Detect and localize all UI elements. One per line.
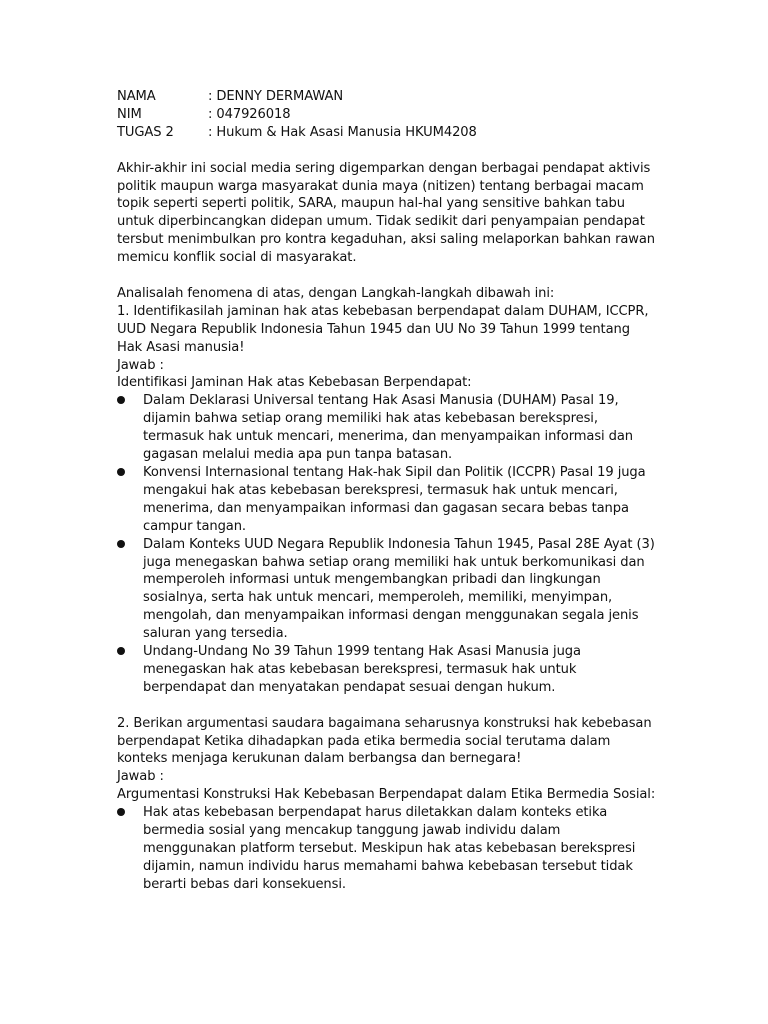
document-body (117, 88, 657, 894)
answer-1-list (117, 392, 657, 696)
name-row (117, 88, 657, 106)
spacer (117, 142, 657, 160)
spacer (117, 697, 657, 715)
answer-2-label: Jawab : (117, 769, 164, 785)
task-row (117, 124, 657, 142)
bullet-icon (117, 468, 125, 476)
answer-1-label: Jawab : (117, 357, 164, 373)
answer-2-list (117, 804, 657, 894)
answer-1-heading: Identifikasi Jaminan Hak atas Kebebasan Berpendapat: (117, 375, 472, 391)
nim-row (117, 106, 657, 124)
list-item-text: Dalam Deklarasi Universal tentang Hak Asasi Manusia (DUHAM) Pasal 19, dijamin bahwa setiap orang memiliki hak atas kebebasan berekspresi, termasuk hak untuk mencari, menerima, dan menyampaikan informasi dan gagasan melalui media apa pun tanpa batasan. (143, 393, 633, 463)
list-item-text: Konvensi Internasional tentang Hak-hak Sipil dan Politik (ICCPR) Pasal 19 juga mengakui hak atas kebebasan berekspresi, termasuk hak untuk mencari, menerima, dan menyampaikan informasi dan gagasan secara bebas tanpa campur tangan. (143, 465, 646, 534)
bullet-icon (117, 540, 125, 548)
bullet-icon (117, 808, 125, 816)
nim-label: NIM (117, 106, 142, 122)
bullet-icon (117, 396, 125, 404)
list-item (117, 643, 657, 697)
question-1: 1. Identifikasilah jaminan hak atas kebebasan berpendapat dalam DUHAM, ICCPR, UUD Negara Republik Indonesia Tahun 1945 dan UU No 39 Tahun 1999 tentang Hak Asasi manusia! (117, 303, 649, 355)
task-value: : Hukum & Hak Asasi Manusia HKUM4208 (208, 124, 477, 140)
spacer (117, 267, 657, 285)
bullet-icon (117, 647, 125, 655)
list-item-text: Undang-Undang No 39 Tahun 1999 tentang Hak Asasi Manusia juga menegaskan hak atas kebebasan berekspresi, termasuk hak untuk berpendapat dan menyatakan pendapat sesuai dengan hukum. (143, 644, 581, 695)
list-item-text: Hak atas kebebasan berpendapat harus diletakkan dalam konteks etika bermedia sosial yang mencakup tanggung jawab individu dalam menggunakan platform tersebut. Meskipun hak atas kebebasan berekspresi dijamin, namun individu harus memahami bahwa kebebasan tersebut tidak berarti bebas dari konsekuensi. (143, 805, 636, 892)
name-value: : DENNY DERMAWAN (208, 89, 344, 104)
intro-paragraph: Akhir-akhir ini social media sering digemparkan dengan berbagai pendapat aktivis politik maupun warga masyarakat dunia maya (nitizen) tentang berbagai macam topik seperti seperti politik, SARA, maupun hal-hal yang sensitive bahkan tabu untuk diperbincangkan didepan umum. Tidak sedikit dari penyampaian pendapat tersbut menimbulkan pro kontra kegaduhan, aksi saling melaporkan bahkan rawan memicu konflik social di masyarakat. (117, 160, 656, 266)
nim-value: : 047926018 (208, 106, 291, 122)
list-item (117, 392, 657, 464)
list-item (117, 464, 657, 536)
answer-2-heading: Argumentasi Konstruksi Hak Kebebasan Berpendapat dalam Etika Bermedia Sosial: (117, 787, 656, 803)
list-item (117, 804, 657, 894)
list-item (117, 536, 657, 643)
name-label: NAMA (117, 89, 156, 104)
task-label: TUGAS 2 (117, 124, 174, 140)
instruction-paragraph: Analisalah fenomena di atas, dengan Langkah-langkah dibawah ini: (117, 285, 555, 301)
question-2: 2. Berikan argumentasi saudara bagaimana seharusnya konstruksi hak kebebasan berpendapat Ketika dihadapkan pada etika bermedia social terutama dalam konteks menjaga kerukunan dalam berbangsa dan bernegara! (117, 715, 652, 767)
list-item-text: Dalam Konteks UUD Negara Republik Indonesia Tahun 1945, Pasal 28E Ayat (3) juga menegaskan bahwa setiap orang memiliki hak untuk berkomunikasi dan memperoleh informasi untuk mengembangkan pribadi dan lingkungan sosialnya, serta hak untuk mencari, memperoleh, memiliki, menyimpan, mengolah, dan menyampaikan informasi dengan menggunakan segala jenis saluran yang tersedia. (143, 536, 655, 642)
